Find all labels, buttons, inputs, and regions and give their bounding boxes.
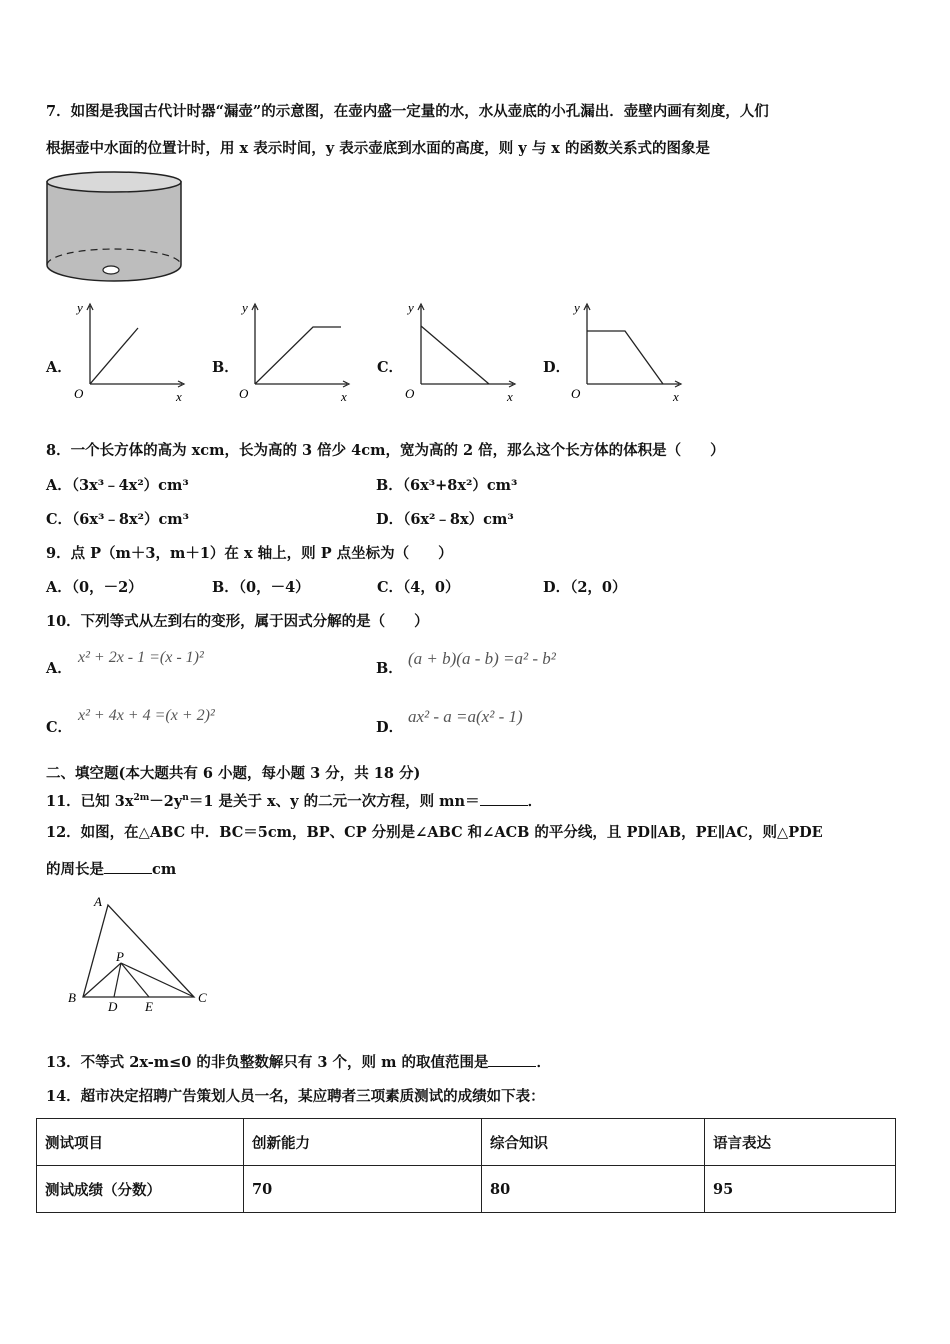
q11-mid: －2y — [149, 792, 183, 810]
q10-option-d-label: D． — [376, 719, 404, 736]
point-e-label: E — [145, 999, 153, 1014]
q12-line2-prefix: 的周长是 — [46, 861, 104, 878]
clepsydra-figure — [44, 170, 184, 290]
q10-stem: 10．下列等式从左到右的变形，属于因式分解的是（ ） — [46, 613, 429, 630]
q12-line2 — [46, 859, 176, 880]
graph-a-y-label: y — [77, 300, 83, 315]
q12-line1: 12．如图，在△ABC 中．BC＝5cm，BP、CP 分别是∠ABC 和∠ACB 的平分线，且 PD∥AB，PE∥AC，则△PDE — [46, 824, 823, 841]
q13-prefix: 13．不等式 2x-m≤0 的非负整数解只有 3 个，则 m 的取值范围是 — [46, 1054, 489, 1071]
q11-suffix: ＝1 是关于 x、y 的二元一次方程，则 mn＝ — [188, 792, 480, 810]
graph-c-x-label: x — [507, 389, 513, 404]
graph-d-origin: O — [571, 386, 581, 401]
score-table — [36, 1118, 896, 1213]
q9-stem: 9．点 P（m＋3，m＋1）在 x 轴上，则 P 点坐标为（ ） — [46, 545, 453, 562]
q10-option-c-label: C． — [46, 719, 73, 736]
q14-stem: 14．超市决定招聘广告策划人员一名，某应聘者三项素质测试的成绩如下表： — [46, 1088, 545, 1105]
q8-stem: 8．一个长方体的高为 xcm，长为高的 3 倍少 4cm，宽为高的 2 倍，那么这个长方体的体积是（ ） — [46, 442, 725, 459]
q11-exp2: n — [182, 793, 189, 803]
table-cell: 80 — [482, 1166, 705, 1213]
q9-option-a: A．（0，－2） — [46, 579, 143, 596]
graph-b-origin: O — [239, 386, 249, 401]
q12-line2-suffix: cm — [152, 861, 177, 878]
table-row — [37, 1166, 896, 1213]
table-cell: 70 — [244, 1166, 482, 1213]
q12-answer-blank[interactable] — [104, 859, 152, 874]
graph-c-origin: O — [405, 386, 415, 401]
q11-prefix: 11．已知 3x — [46, 792, 134, 810]
q13-suffix: ． — [536, 1054, 551, 1071]
q10-option-c-expr: x² + 4x + 4 =(x + 2)² — [78, 707, 215, 724]
q7-option-a: A． — [46, 359, 72, 376]
q8-option-b: B．（6x³+8x²）cm³ — [376, 477, 518, 494]
point-d-label: D — [108, 999, 118, 1014]
q11-end: ． — [527, 792, 543, 810]
point-b-label: B — [68, 990, 76, 1005]
point-p-label: P — [116, 949, 124, 964]
table-header-row — [37, 1119, 896, 1166]
q10-option-a-label: A． — [46, 660, 72, 677]
q7-option-d: D． — [543, 359, 571, 376]
q7-option-c: C． — [377, 359, 404, 376]
q11 — [46, 788, 542, 812]
graph-a-x-label: x — [176, 389, 182, 404]
graph-b-y-label: y — [242, 300, 248, 315]
section-title-fill-in: 二、填空题(本大题共有 6 小题，每小题 3 分，共 18 分) — [46, 765, 421, 782]
q9-option-c: C．（4，0） — [377, 579, 460, 596]
q10-option-b-label: B． — [376, 660, 403, 677]
q10-option-d-expr: ax² - a =a(x² - 1) — [408, 707, 523, 726]
q9-option-d: D．（2，0） — [543, 579, 627, 596]
graph-d-x-label: x — [673, 389, 679, 404]
q10-option-a-expr: x² + 2x - 1 =(x - 1)² — [78, 649, 204, 666]
graph-b-x-label: x — [341, 389, 347, 404]
q13 — [46, 1052, 551, 1073]
q11-answer-blank[interactable] — [480, 791, 528, 806]
q7-line2: 根据壶中水面的位置计时，用 x 表示时间，y 表示壶底到水面的高度，则 y 与 x 的函数关系式的图象是 — [46, 140, 710, 157]
q7-option-b: B． — [212, 359, 239, 376]
graph-d-y-label: y — [574, 300, 580, 315]
graph-a — [70, 298, 190, 408]
table-header-cell: 创新能力 — [244, 1119, 482, 1166]
q9-option-b: B．（0，－4） — [212, 579, 310, 596]
table-header-cell: 语言表达 — [705, 1119, 896, 1166]
graph-d — [567, 298, 687, 408]
q8-option-c: C．（6x³﹣8x²）cm³ — [46, 511, 189, 528]
graph-a-origin: O — [74, 386, 84, 401]
q11-exp1: 2m — [133, 793, 150, 803]
graph-b — [235, 298, 355, 408]
q10-option-b-expr: (a + b)(a - b) =a² - b² — [408, 649, 556, 668]
table-cell: 测试成绩（分数） — [37, 1166, 244, 1213]
point-c-label: C — [198, 990, 207, 1005]
graph-c — [401, 298, 521, 408]
point-a-label: A — [94, 894, 102, 909]
q7-line1: 7．如图是我国古代计时器“漏壶”的示意图，在壶内盛一定量的水，水从壶底的小孔漏出．壶壁内画有刻度，人们 — [46, 103, 769, 120]
q8-option-d: D．（6x²﹣8x）cm³ — [376, 511, 514, 528]
table-cell: 95 — [705, 1166, 896, 1213]
table-header-cell: 测试项目 — [37, 1119, 244, 1166]
table-header-cell: 综合知识 — [482, 1119, 705, 1166]
triangle-figure — [64, 890, 214, 1015]
graph-c-y-label: y — [408, 300, 414, 315]
q8-option-a: A．（3x³﹣4x²）cm³ — [46, 477, 189, 494]
q13-answer-blank[interactable] — [488, 1052, 536, 1067]
